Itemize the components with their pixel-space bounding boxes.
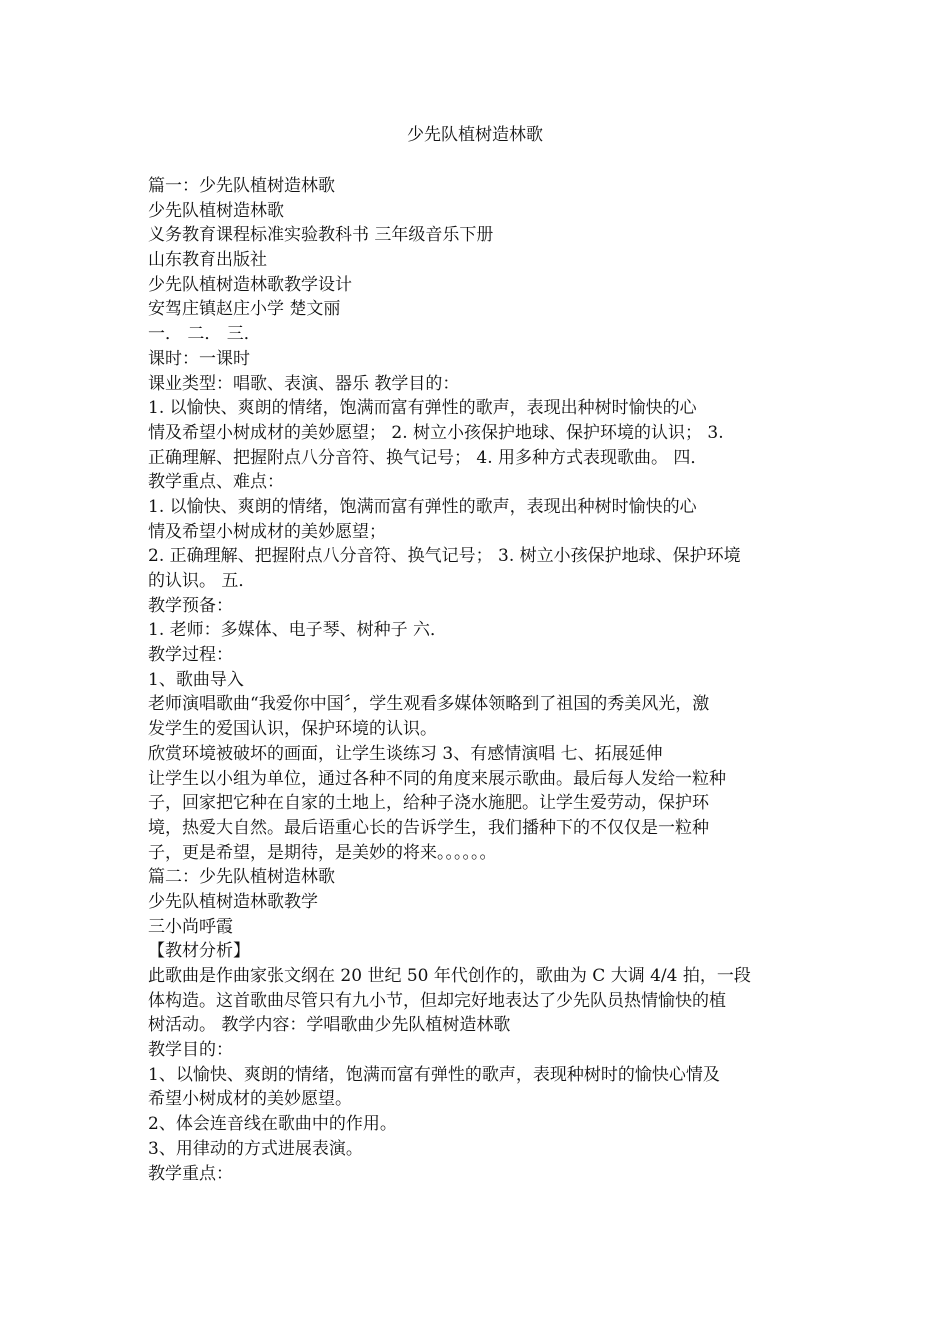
text-line: 3、用律动的方式进展表演。 [148,1138,363,1159]
text-line: 发学生的爱国认识，保护环境的认识。 [148,719,437,740]
text-line: 1、歌曲导入 [148,669,244,690]
document-title: 少先队植树造林歌 [407,125,543,145]
text-line: 子，更是希望，是期待，是美妙的将来。。。。。。 [148,842,497,863]
text-line: 安驾庄镇赵庄小学 楚文丽 [148,299,341,320]
text-line: 少先队植树造林歌教学 [148,891,318,912]
text-line: 情及希望小树成材的美妙愿望； 2. 树立小孩保护地球、保护环境的认识； 3. [148,422,724,443]
text-line: 树活动。 教学内容：学唱歌曲少先队植树造林歌 [148,1015,511,1036]
text-line: 1、以愉快、爽朗的情绪，饱满而富有弹性的歌声，表现种树时的愉快心情及 [148,1064,720,1085]
text-line: 境，热爱大自然。最后语重心长的告诉学生，我们播种下的不仅仅是一粒种 [148,817,709,838]
text-line: 2、体会连音线在歌曲中的作用。 [148,1114,397,1135]
text-line: 1. 以愉快、爽朗的情绪，饱满而富有弹性的歌声，表现出种树时愉快的心 [148,398,697,419]
text-line: 教学预备： [148,595,233,616]
text-line: 情及希望小树成材的美妙愿望； [148,521,386,542]
text-line: 义务教育课程标准实验教科书 三年级音乐下册 [148,225,494,246]
text-line: 此歌曲是作曲家张文纲在 20 世纪 50 年代创作的，歌曲为 C 大调 4/4 拍，一段 [148,966,751,986]
text-line: 教学过程： [148,645,233,666]
text-line: 体构造。这首歌曲尽管只有九小节，但却完好地表达了少先队员热情愉快的植 [148,990,726,1011]
text-line: 1. 以愉快、爽朗的情绪，饱满而富有弹性的歌声，表现出种树时愉快的心 [148,496,697,517]
text-line: 正确理解、把握附点八分音符、换气记号； 4. 用多种方式表现歌曲。 四． [148,447,708,468]
text-line: 教学重点： [148,1163,233,1184]
text-line: 课时：一课时 [148,348,250,369]
text-line: 课业类型：唱歌、表演、器乐 教学目的： [148,373,460,394]
text-line: 篇二：少先队植树造林歌 [148,867,335,888]
text-line: 一． 二． 三． [148,324,261,345]
text-line: 少先队植树造林歌 [148,200,284,221]
text-line: 少先队植树造林歌教学设计 [148,274,352,295]
document-body [148,174,813,1186]
text-line: 老师演唱歌曲“我爱你中国〞，学生观看多媒体领略到了祖国的秀美风光，激 [148,694,710,715]
text-line: 教学重点、难点： [148,472,284,493]
text-line: 教学目的： [148,1040,233,1061]
text-line: 2. 正确理解、把握附点八分音符、换气记号； 3. 树立小孩保护地球、保护环境 [148,546,741,567]
text-line: 山东教育出版社 [148,250,267,271]
text-line: 1. 老师：多媒体、电子琴、树种子 六． [148,620,448,641]
text-line: 欣赏环境被破坏的画面，让学生谈练习 3、有感情演唱 七、拓展延伸 [148,743,663,764]
text-line: 子，回家把它种在自家的土地上，给种子浇水施肥。让学生爱劳动，保护环 [148,793,709,814]
text-line: 的认识。 五． [148,571,256,591]
text-line: 篇一：少先队植树造林歌 [148,176,335,196]
text-line: 希望小树成材的美妙愿望。 [148,1089,352,1110]
text-line: 【教材分析】 [148,941,250,962]
text-line: 三小尚呼霞 [148,916,233,937]
text-line: 让学生以小组为单位，通过各种不同的角度来展示歌曲。最后每人发给一粒种 [148,768,726,789]
